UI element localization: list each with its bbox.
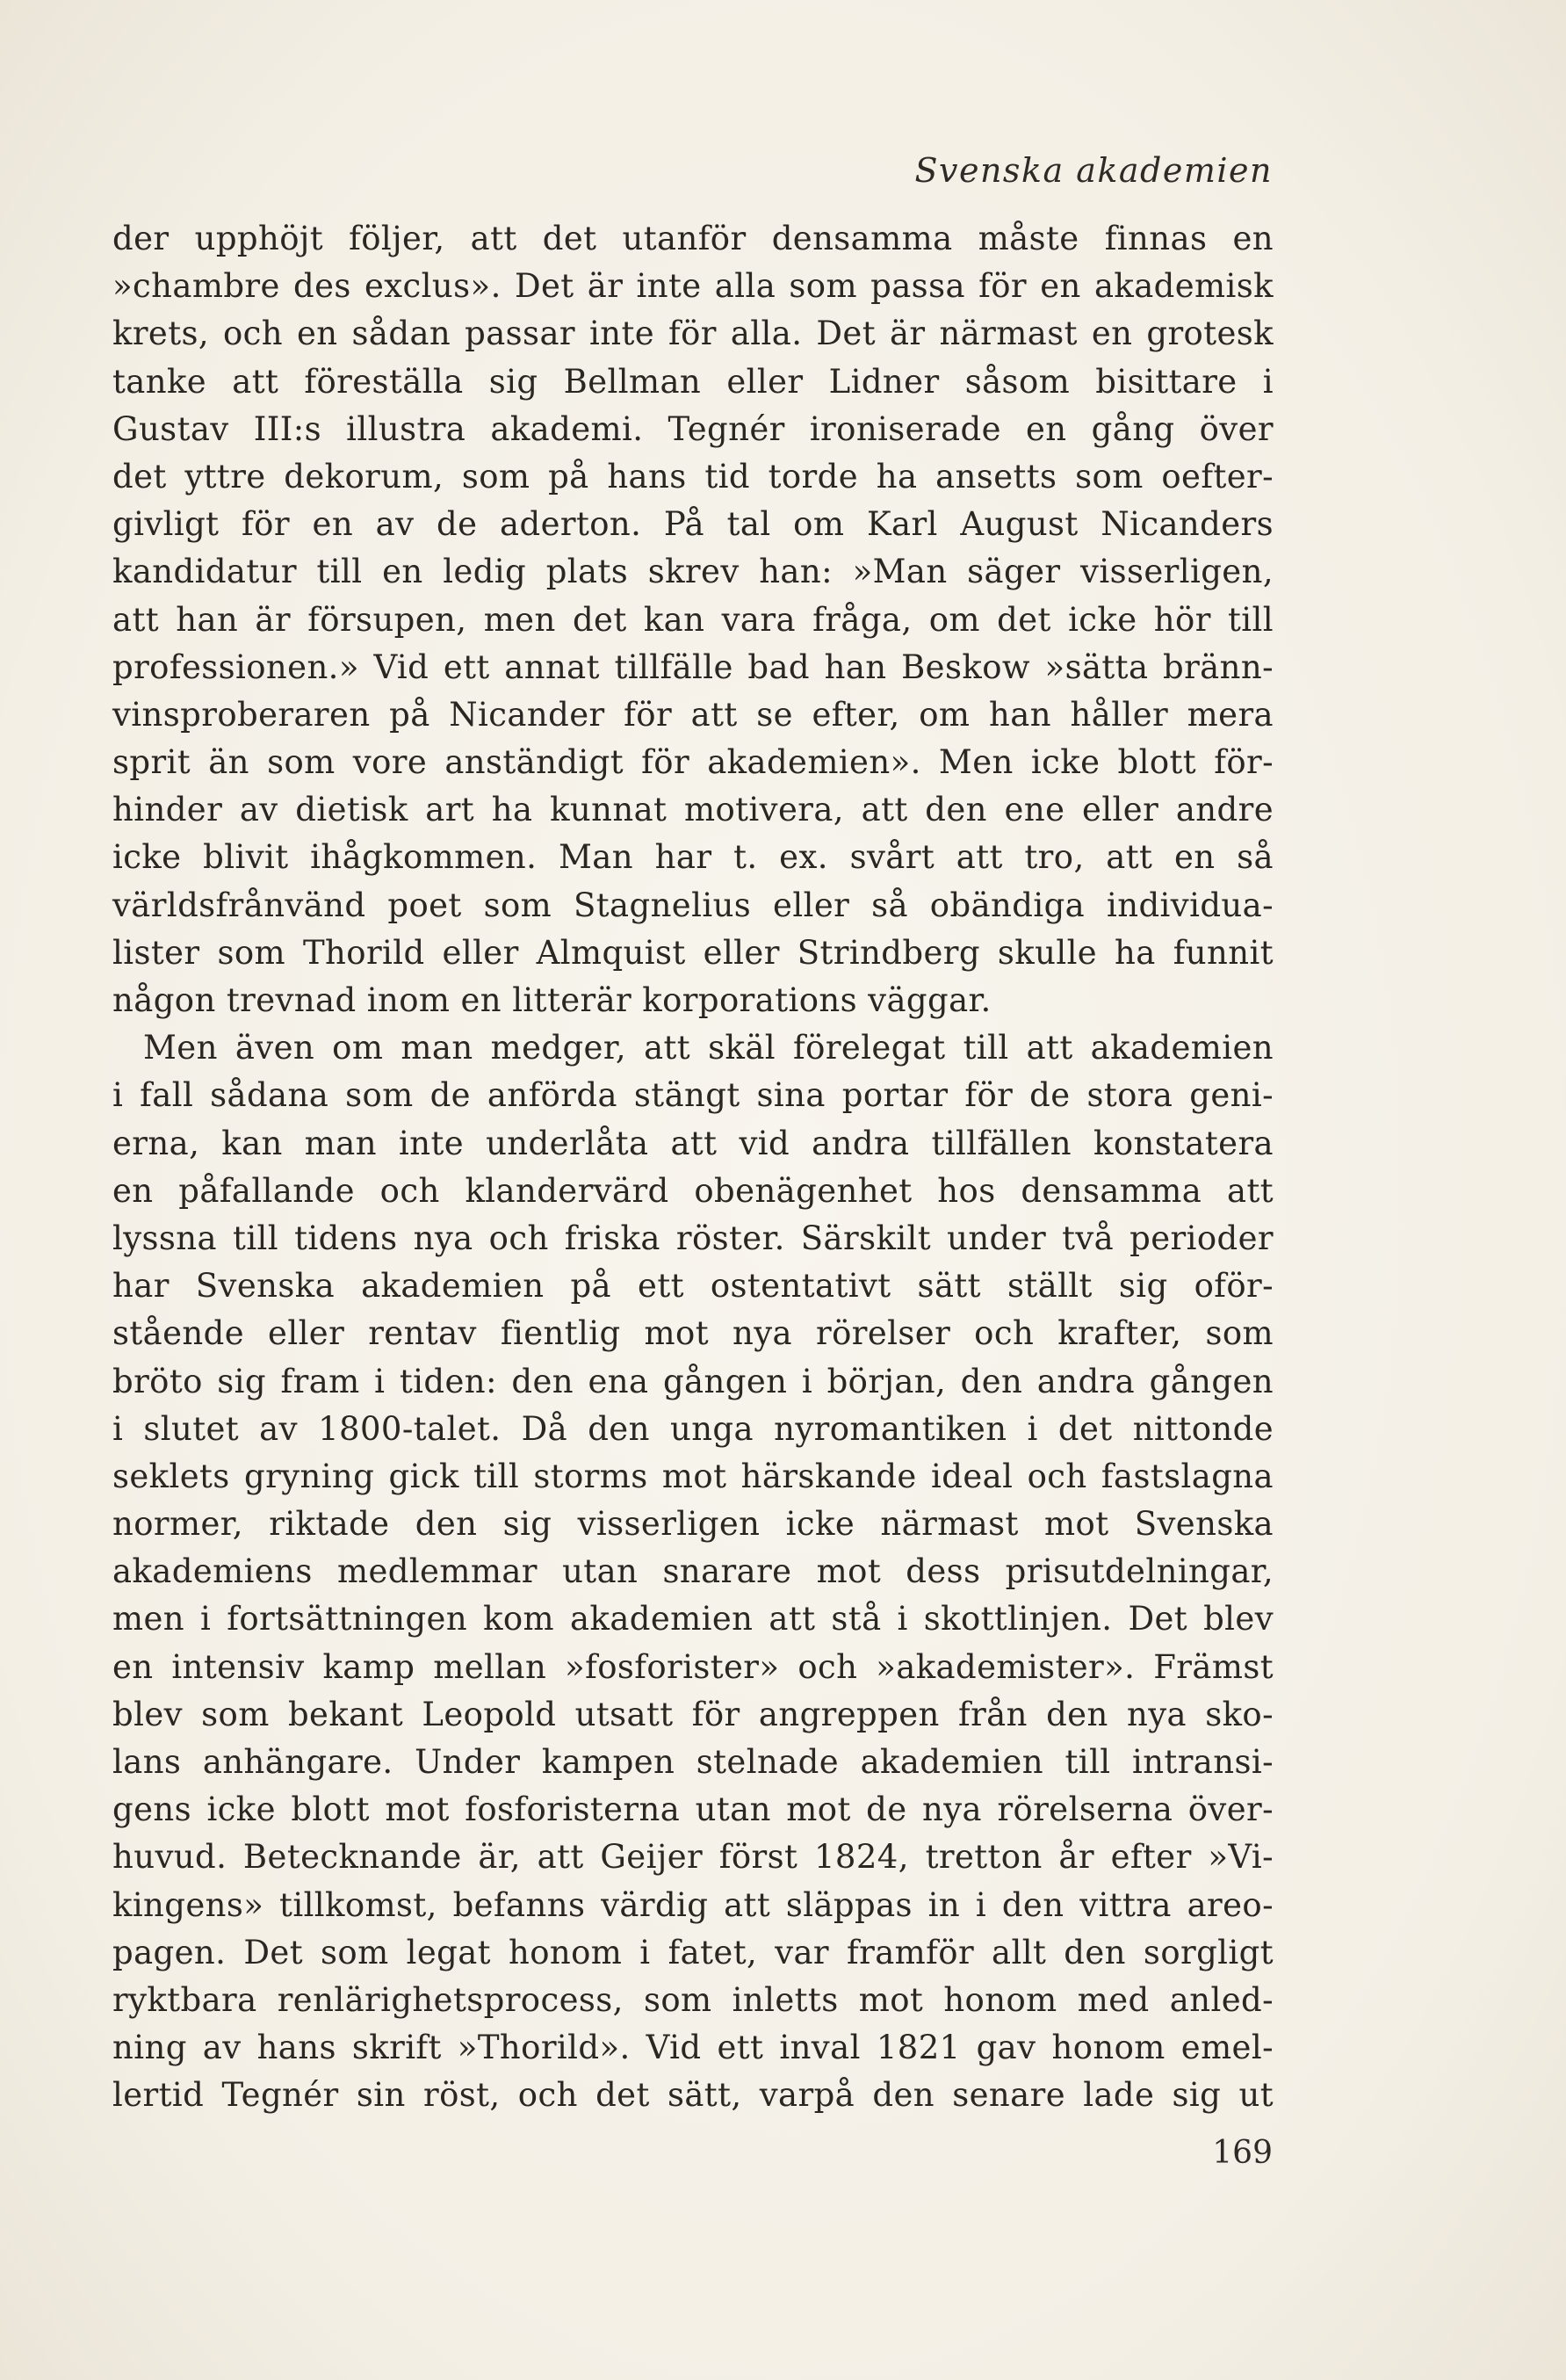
text-line: givligt för en av de aderton. På tal om Karl August Nicanders (112, 505, 1274, 544)
text-line: världsfrånvänd poet som Stagnelius eller så obändiga individua- (112, 886, 1274, 924)
text-line: kandidatur till en ledig plats skrev han: »Man säger visserligen, (112, 553, 1274, 591)
text-line: ryktbara renlärighetsprocess, som inletts mot honom med anled- (112, 1980, 1274, 2019)
text-line: tanke att föreställa sig Bellman eller Lidner såsom bisittare i (112, 362, 1274, 401)
text-line: men i fortsättningen kom akademien att stå i skottlinjen. Det blev (112, 1600, 1274, 1639)
text-line: en intensiv kamp mellan »fosforister» och »akademister». Främst (112, 1647, 1274, 1686)
text-line: det yttre dekorum, som på hans tid torde ha ansetts som oefter- (112, 457, 1274, 496)
text-line: en påfallande och klandervärd obenägenhet hos densamma att (112, 1171, 1274, 1210)
text-line: lans anhängare. Under kampen stelnade akademien till intransi- (112, 1743, 1274, 1781)
text-line: sprit än som vore anständigt för akademien». Men icke blott för- (112, 743, 1274, 782)
text-line: i fall sådana som de anförda stängt sina portar för de stora geni- (112, 1076, 1274, 1115)
text-line: bröto sig fram i tiden: den ena gången i början, den andra gången (112, 1362, 1274, 1400)
text-line: hinder av dietisk art ha kunnat motivera, att den ene eller andre (112, 791, 1274, 829)
text-line: icke blivit ihågkommen. Man har t. ex. svårt att tro, att en så (112, 838, 1274, 877)
text-line: lister som Thorild eller Almquist eller Strindberg skulle ha funnit (112, 933, 1274, 972)
text-line: att han är försupen, men det kan vara fråga, om det icke hör till (112, 600, 1274, 639)
body-text (112, 215, 1274, 2120)
text-line: der upphöjt följer, att det utanför densamma måste finnas en (112, 220, 1274, 257)
text-line: pagen. Det som legat honom i fatet, var framför allt den sorgligt (112, 1933, 1274, 1971)
text-line: stående eller rentav fientlig mot nya rörelser och krafter, som (112, 1314, 1274, 1353)
text-line: akademiens medlemmar utan snarare mot dess prisutdelningar, (112, 1552, 1274, 1591)
text-line: krets, och en sådan passar inte för alla. Det är närmast en grotesk (112, 315, 1274, 353)
text-line: huvud. Betecknande är, att Geijer först 1824, tretton år efter »Vi- (112, 1838, 1274, 1877)
text-line: kingens» tillkomst, befanns värdig att släppas in i den vittra areo- (112, 1885, 1274, 1924)
text-line: gens icke blott mot fosforisterna utan mot de nya rörelserna över- (112, 1790, 1274, 1829)
text-line: lyssna till tidens nya och friska röster. Särskilt under två perioder (112, 1219, 1274, 1257)
paragraph-end-line: någon trevnad inom en litterär korporations väggar. (112, 981, 992, 1019)
running-header: Svenska akademien (914, 151, 1273, 190)
text-line: i slutet av 1800-talet. Då den unga nyromantiken i det nittonde (112, 1409, 1274, 1448)
text-line: seklets gryning gick till storms mot härskande ideal och fastslagna (112, 1457, 1274, 1495)
text-line: vinsproberaren på Nicander för att se efter, om han håller mera (112, 695, 1274, 734)
text-line: ning av hans skrift »Thorild». Vid ett inval 1821 gav honom emel- (112, 2029, 1274, 2067)
text-line: lertid Tegnér sin röst, och det sätt, varpå den senare lade sig ut (112, 2076, 1274, 2115)
text-line: normer, riktade den sig visserligen icke närmast mot Svenska (112, 1505, 1274, 1544)
text-line: blev som bekant Leopold utsatt för angreppen från den nya sko- (112, 1695, 1274, 1733)
text-line: Gustav III:s illustra akademi. Tegnér ironiserade en gång över (112, 409, 1274, 448)
text-line: professionen.» Vid ett annat tillfälle bad han Beskow »sätta bränn- (112, 647, 1274, 686)
text-line: erna, kan man inte underlåta att vid andra tillfällen konstatera (112, 1124, 1274, 1162)
text-line: »chambre des exclus». Det är inte alla som passa för en akademisk (112, 267, 1274, 306)
page-number: 169 (1212, 2135, 1273, 2171)
text-line: har Svenska akademien på ett ostentativt sätt ställt sig oför- (112, 1267, 1274, 1306)
paragraph-start-line: Men även om man medger, att skäl förelegat till att akademien (143, 1029, 1274, 1067)
